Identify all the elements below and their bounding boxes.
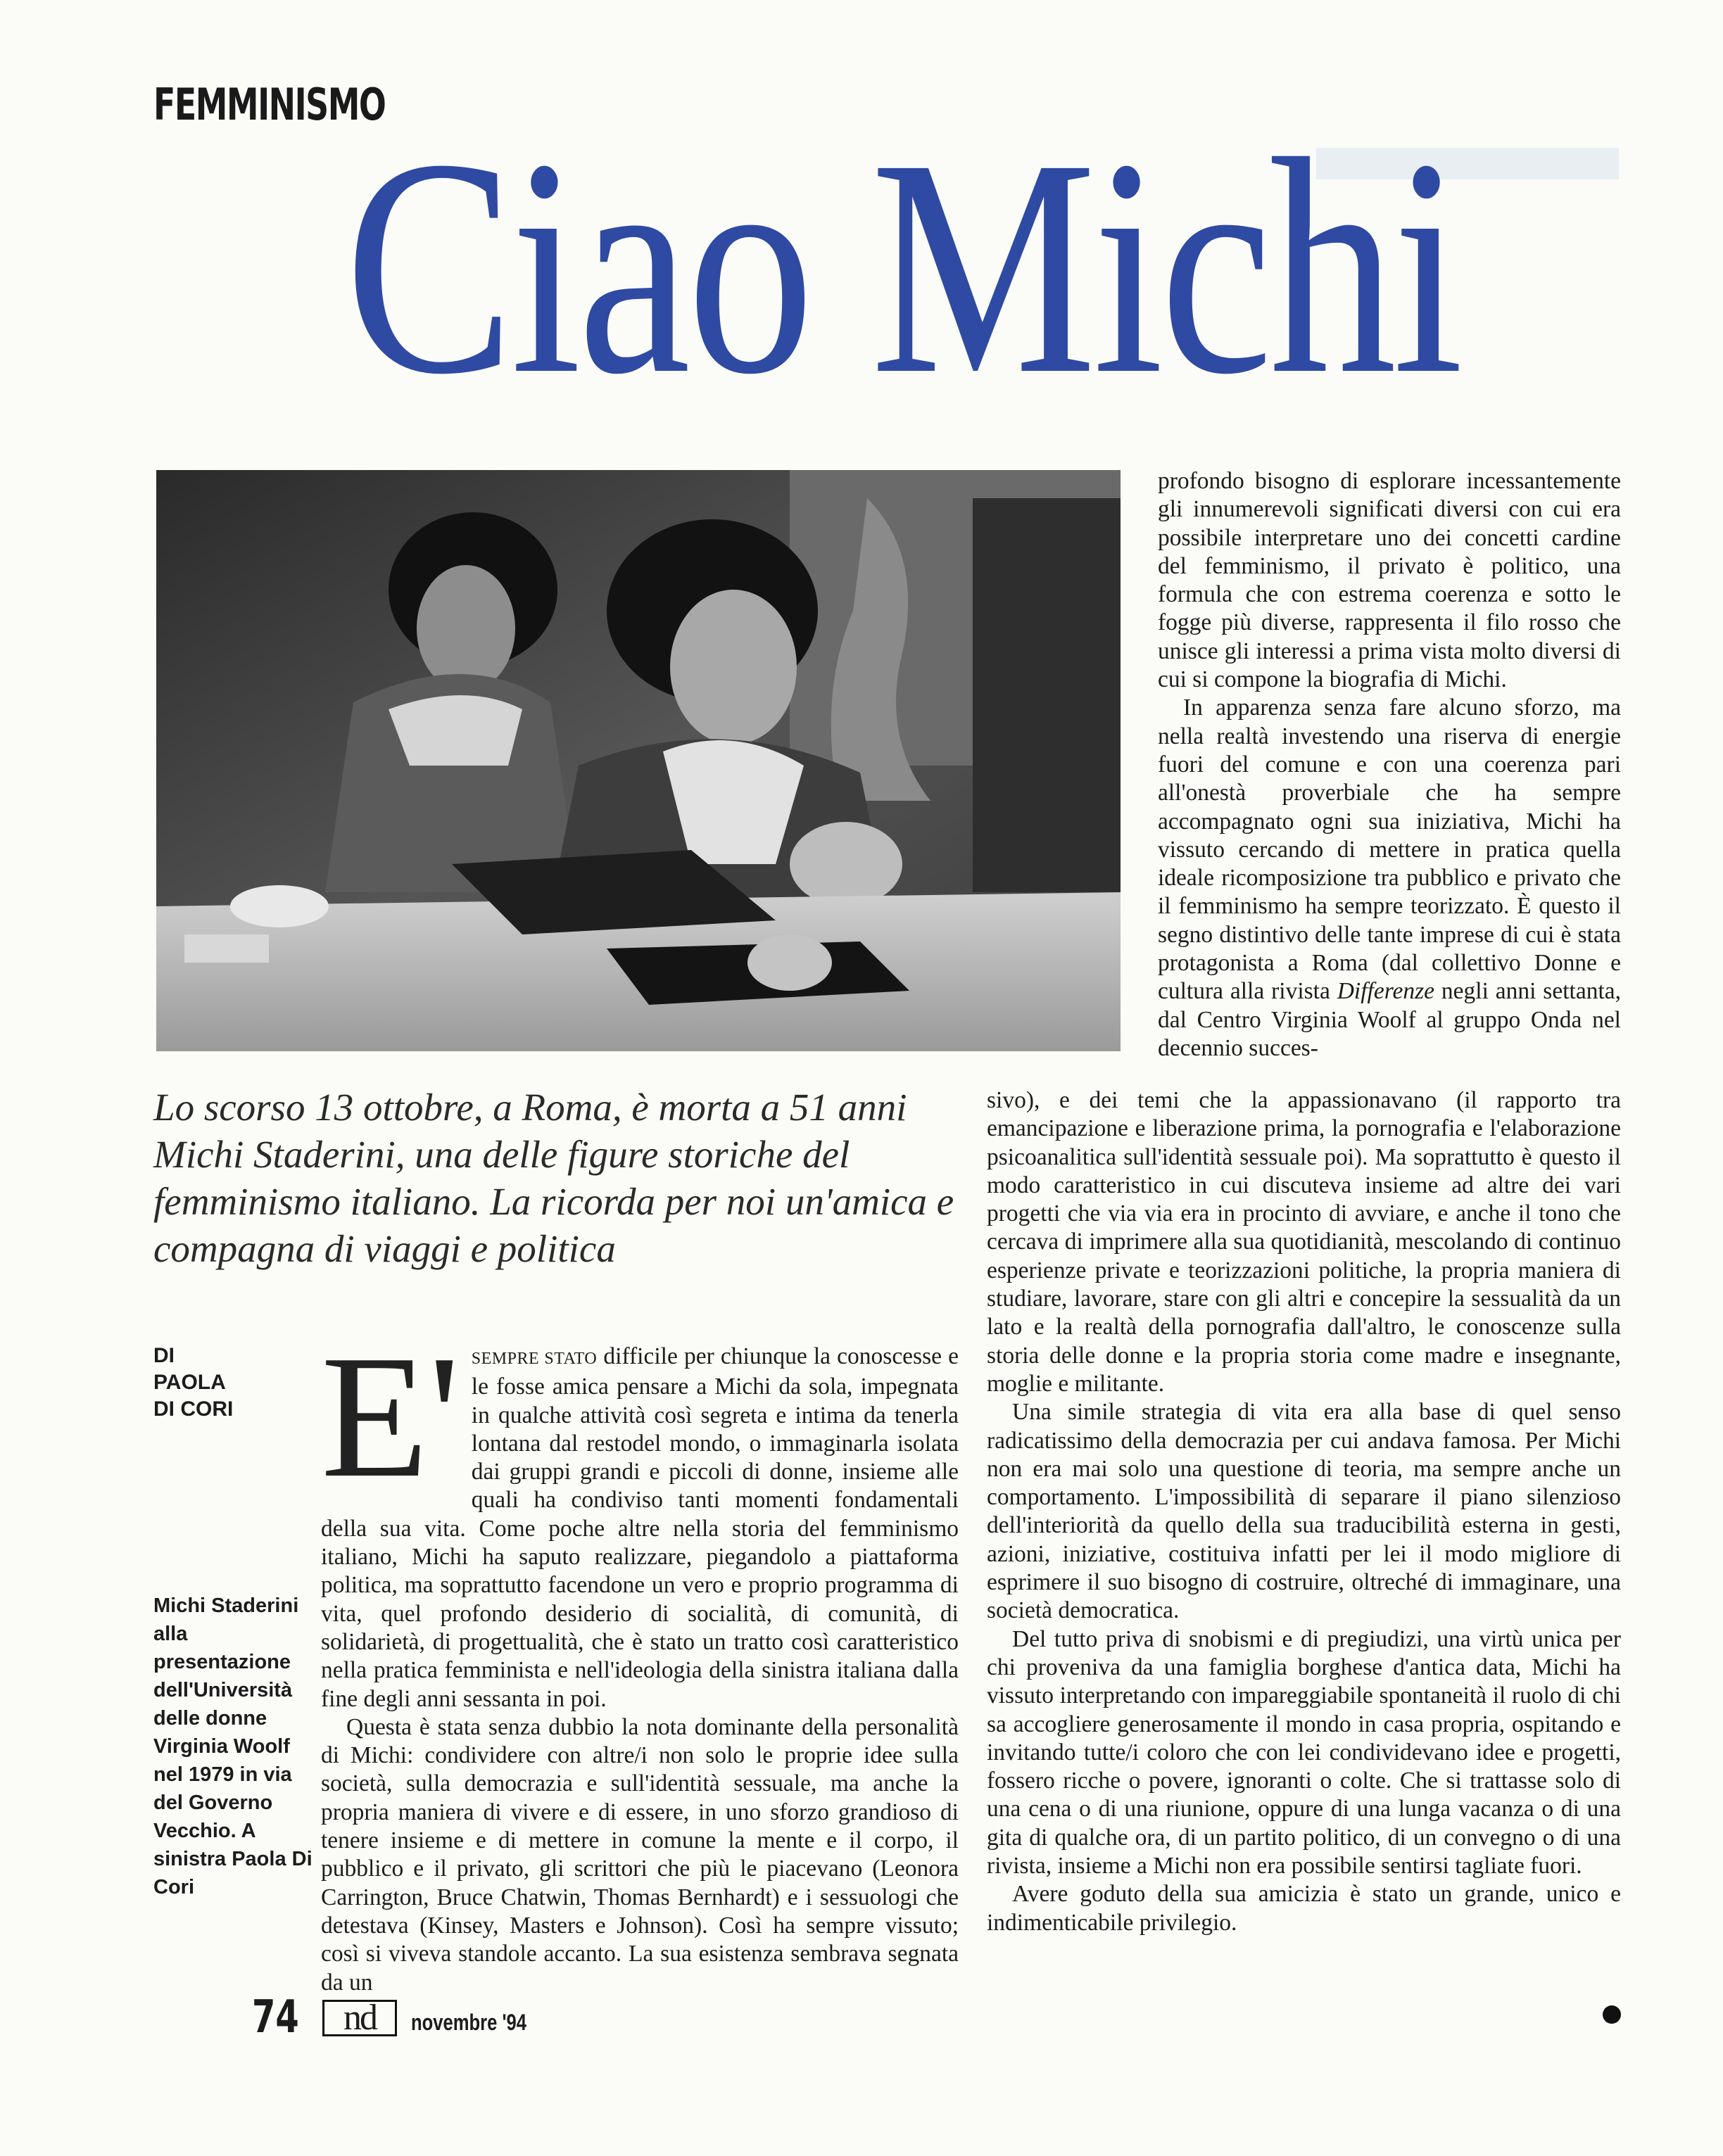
body-paragraph: Avere goduto della sua amicizia è stato un grande, unico e indimenticabile privilegio. (987, 1881, 1621, 1936)
body-paragraph: Una simile strategia di vita era alla base di quel senso radicatissimo della democrazia per cui andava famosa. Per Michi non era mai solo una questione di teoria, ma sempre anche un comportamento. L'impossibilità di separare il piano silenzioso dell'interiorità da quello della sua traducibilità esterna in gesti, azioni, iniziative, costituiva infatti per lei il modo migliore di esprimere il suo bisogno di costruire, oltreché di immaginare, una società democratica. (987, 1399, 1621, 1624)
body-text: In apparenza senza fare alcuno sforzo, ma nella realtà investendo una riserva di energie fuori del comune e con una coerenza pari all'onestà proverbiale che ha sempre accompagnato ogni sua iniziativa, Michi ha vissuto cercando di mettere in pratica quella ideale ricomposizione tra pubblico e privato che il femminismo ha sempre teorizzato. È questo il segno distintivo delle tante imprese di cui è stata protagonista a Roma (dal collettivo Donne e cultura alla rivista (1158, 695, 1621, 1005)
photo-illustration (156, 470, 1121, 1051)
lead-smallcaps: SEMPRE STATO (471, 1350, 598, 1368)
body-paragraph: sivo), e dei temi che la appassionavano (il rapporto tra emancipazione e liberazione prima, la pornografia e l'elaborazione psicoanalitica sull'identità sessuale poi). Ma soprattutto è questo il modo caratteristico in cui discuteva insieme ad altre dei vari progetti che via via era in procinto di avviare, e anche il tono che cercava di imprimere alla sua quotidianità, mescolando di continuo esperienze private e teorizzazioni politiche, la propria maniera di studiare, lavorare, stare con gli altri e concepire la sessualità da un lato e la realtà della pornografia dall'altro, le conoscenze sulla storia delle donne e la propria storia come madre e insegnante, moglie e militante. (987, 1087, 1621, 1397)
drop-cap: E' (321, 1319, 460, 1514)
standfirst: Lo scorso 13 ottobre, a Roma, è morta a 51 anni Michi Staderini, una delle figure storiche del femminismo italiano. La ricorda per noi un'amica e compagna di viaggi e politica (153, 1086, 954, 1270)
body-text: difficile per chiunque la conoscesse e le fosse amica pensare a Michi da sola, impegnata in qualche attività così segreta e intima da tenerla lontana dal restodel mondo, o immaginarla isolata dai gruppi grandi e piccoli di donne, insieme alle quali ha condiviso tanti momenti fondamentali della sua vita. Come poche altre nella storia del femminismo italiano, Michi ha saputo realizzare, piegandolo a piattaforma politica, ma soprattutto facendone un vero e proprio programma di vita, quel profondo desiderio di socialità, di comunità, di solidarietà, di progettualità, che è stato un tratto così caratteristico nella pratica femminista e nell'ideologia della sinistra italiana dalla fine degli anni sessanta in poi. (321, 1343, 959, 1712)
article-photo (156, 470, 1121, 1051)
body-paragraph: profondo bisogno di esplorare incessantemente gli innumerevoli significati diversi con cui era possibile interpretare uno dei concetti cardine del femminismo, il privato è politico, una formula che con estrema coerenza e sotto le fogge più diverse, rappresenta il filo rosso che unisce gli interessi a prima vista molto diversi di cui si compone la biografia di Michi. (1158, 468, 1621, 693)
body-column-2-top (1158, 467, 1621, 1063)
page-number: 74 (252, 1991, 299, 2043)
body-paragraph: Questa è stata senza dubbio la nota dominante della personalità di Michi: condividere con altre/i non solo le proprie idee sulla società, sulla democrazia e sull'identità sessuale, ma anche la propria maniera di vivere e di essere, in uno sforzo grandioso di tenere insieme e di mettere in comune la mente e il corpo, il pubblico e il privato, gli scrittori che più le piacevano (Leonora Carrington, Bruce Chatwin, Thomas Bernhardt) e i sessuologi che detestava (Kinsey, Masters e Johnson). Così ha sempre vissuto; così si viveva standole accanto. La sua esistenza sembrava segnata da un (321, 1713, 959, 1996)
body-paragraph: Del tutto priva di snobismi e di pregiudizi, una virtù unica per chi proveniva da una famiglia borghese d'antica data, Michi ha vissuto interpretando con impareggiabile spontaneità il ruolo di chi sa accogliere generosamente il mondo in casa propria, ospitando e invitando tutte/i coloro che con lei condividevano idee e progetti, fossero ricche o povere, ignoranti o colte. Che si trattasse solo di una cena o di una riunione, oppure di una lunga vacanza o di una gita di qualche ora, di un partito politico, di un convegno o di una rivista, insieme a Michi non era possibile sentirsi tagliate fuori. (987, 1625, 1621, 1879)
body-text: negli anni settanta, dal Centro Virginia Woolf al gruppo Onda nel decennio succes- (1158, 978, 1621, 1061)
body-column-1 (321, 1319, 959, 1997)
body-paragraph (1158, 694, 1621, 1063)
byline-di: DI (153, 1344, 175, 1367)
article-title: Ciao Michi (345, 96, 1460, 438)
photo-caption: Michi Staderini alla presentazione dell'Università delle donne Virginia Woolf nel 1979 in via del Governo Vecchio. A sinistra Paola Di Cori (153, 1594, 313, 1898)
byline-last-name: DI CORI (153, 1397, 234, 1421)
issue-date: novembre '94 (411, 2010, 527, 2035)
body-column-2-bottom (987, 1086, 1621, 1937)
magazine-logo: nd (322, 2000, 397, 2036)
body-paragraph (321, 1319, 959, 1713)
magazine-title: Differenze (1337, 978, 1435, 1005)
end-of-article-bullet-icon (1603, 2005, 1621, 2024)
byline-first-name: PAOLA (153, 1371, 226, 1394)
byline (153, 1343, 233, 1423)
section-label: FEMMINISMO (153, 79, 386, 130)
